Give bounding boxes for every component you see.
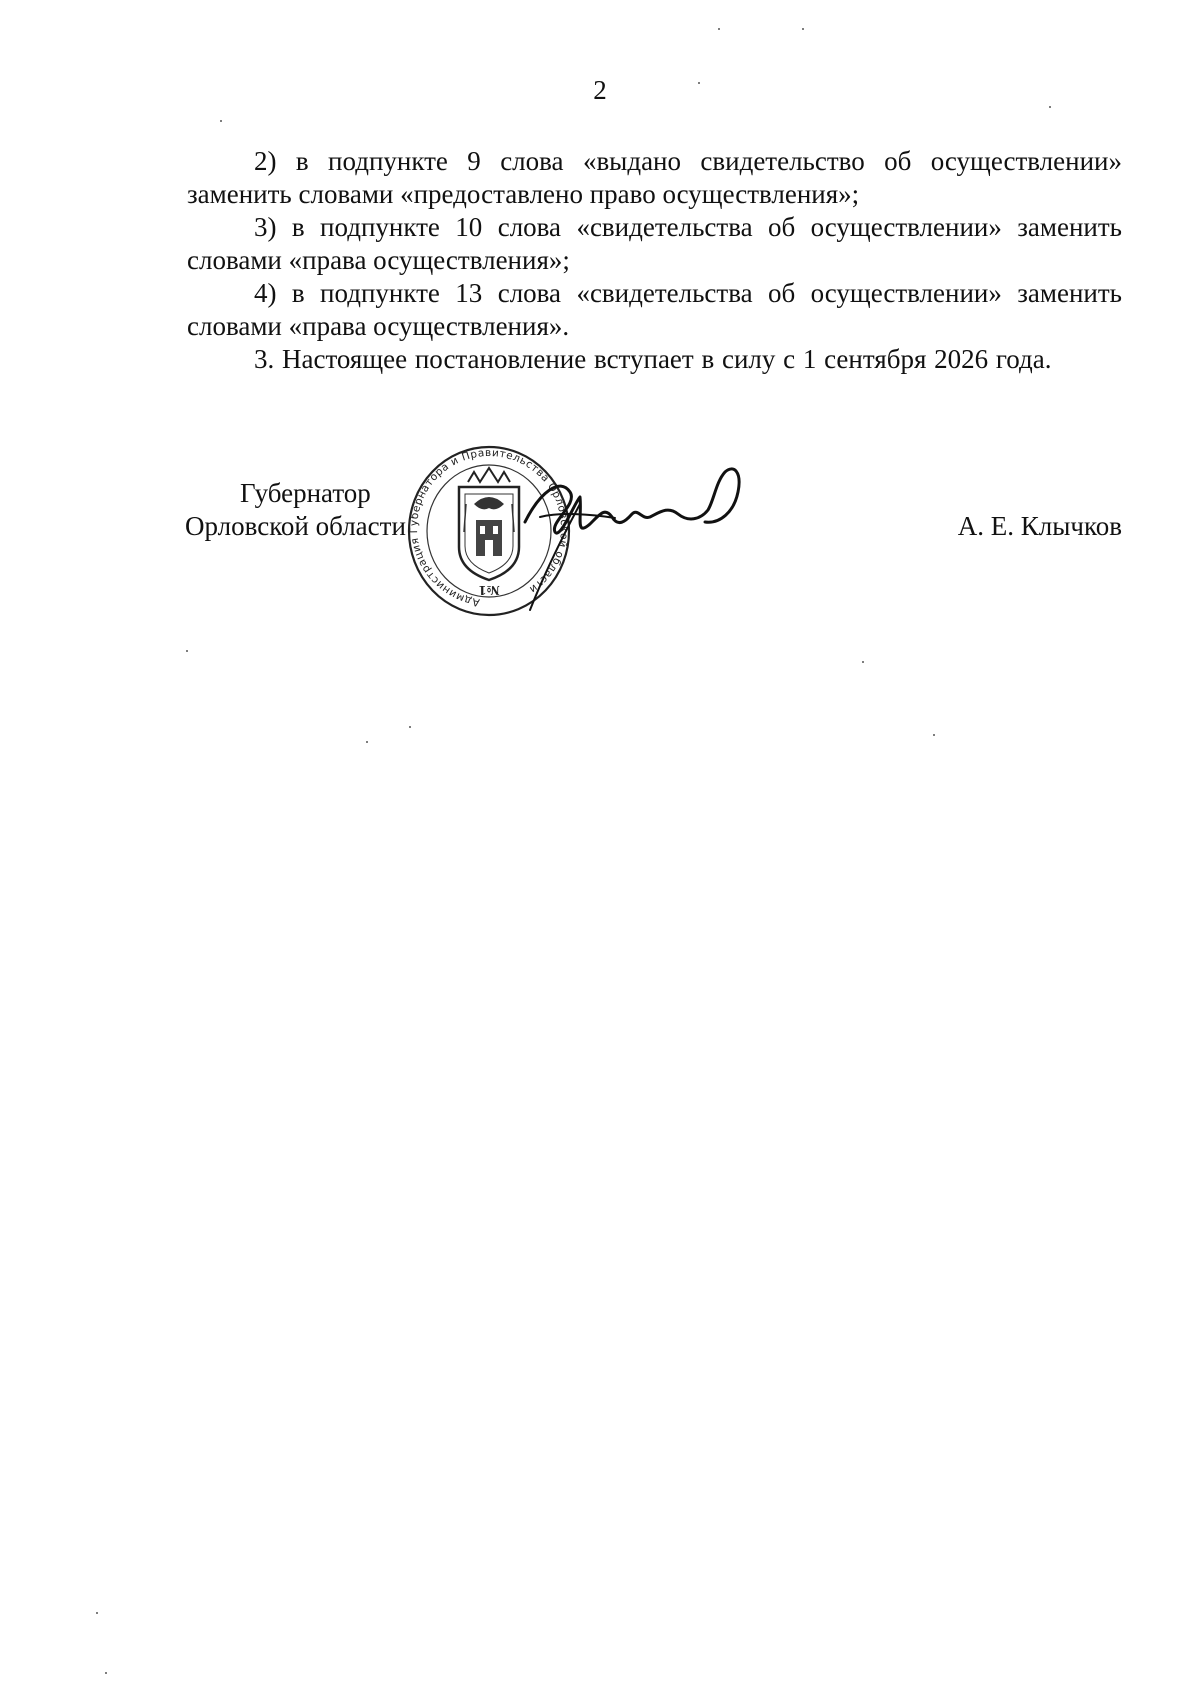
paragraph-item-4: 4) в подпункте 13 слова «свидетельства об осуществлении» заменить словами «права осуществления». xyxy=(187,278,1122,341)
signer-title-line2: Орловской области xyxy=(185,511,406,541)
scan-speck xyxy=(366,741,368,743)
seal-number: №1 xyxy=(478,583,500,597)
signer-name: А. Е. Клычков xyxy=(957,511,1122,541)
scan-speck xyxy=(105,1672,107,1674)
scan-speck xyxy=(718,28,720,30)
paragraph-item-2: 2) в подпункте 9 слова «выдано свидетельство об осуществлении» заменить словами «предоставлено право осуществления»; xyxy=(187,146,1122,209)
scan-speck xyxy=(409,726,411,728)
scan-speck xyxy=(862,661,864,663)
scan-speck xyxy=(186,650,188,652)
page-number: 2 xyxy=(593,75,607,105)
document-body xyxy=(187,145,1122,376)
scan-speck xyxy=(1049,106,1051,108)
scan-speck xyxy=(96,1612,98,1614)
scan-speck xyxy=(933,734,935,736)
paragraph-item-3: 3) в подпункте 10 слова «свидетельства об осуществлении» заменить словами «права осуществления»; xyxy=(187,212,1122,275)
paragraph-effective-date: 3. Настоящее постановление вступает в силу с 1 сентября 2026 года. xyxy=(254,344,1052,374)
signer-title-line1: Губернатор xyxy=(240,478,371,508)
scan-speck xyxy=(802,28,804,30)
scan-speck xyxy=(220,120,222,122)
signer-title xyxy=(185,477,435,543)
scan-speck xyxy=(698,82,700,84)
svg-text:Администрация Губернатора и Пр: Администрация Губернатора и Правительства Орловской области xyxy=(407,446,571,609)
handwritten-signature xyxy=(520,462,750,612)
